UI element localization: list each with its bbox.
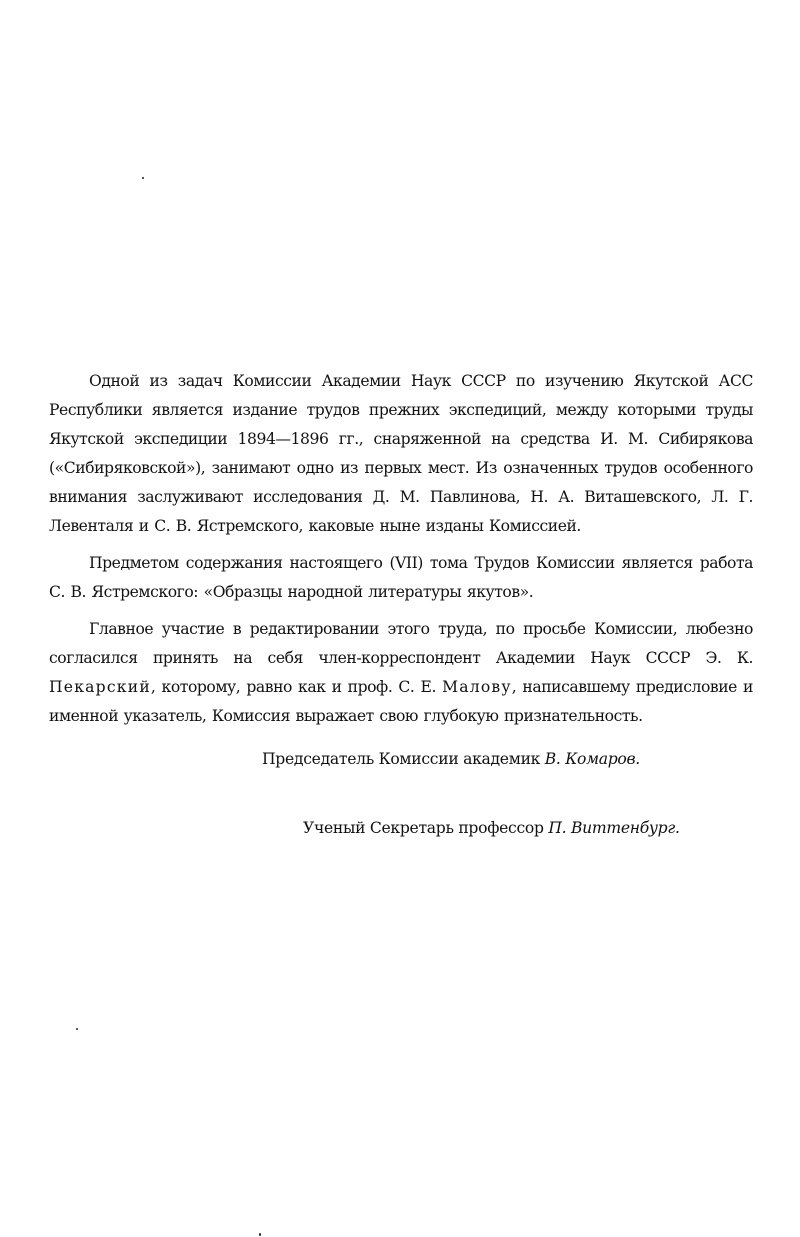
preface-paragraph-2: Предметом содержания настоящего (VII) тома Трудов Комиссии является работа С. В. Ястремского: «Образцы народной литературы якутов». <box>49 554 753 601</box>
paragraph-3-text-part-1: Главное участие в редактировании этого труда, по просьбе Комиссии, любезно согласился принять на себя член-корреспондент Академии Наук СССР Э. К. <box>49 620 753 667</box>
chairman-name: В. Комаров. <box>544 750 640 768</box>
paragraph-3-text-part-3: , написавшему предисловие и именной указатель, Комиссия выражает свою глубокую признательность. <box>49 678 754 725</box>
preface-paragraph-1: Одной из задач Комиссии Академии Наук СССР по изучению Якутской АСС Республики является издание трудов прежних экспедиций, между которыми труды Якутской экспедиции 1894—1896 гг., снаряженной на средства И. М. Сибирякова («Сибиряковской»), занимают одно из первых мест. Из означенных трудов особенного внимания заслуживают исследования Д. М. Павлинова, Н. А. Виташевского, Л. Г. Левенталя и С. В. Ястремского, каковые ныне изданы Комиссией. <box>49 372 753 535</box>
paragraph-3-text-part-2: , которому, равно как и проф. С. Е. <box>150 678 443 696</box>
chairman-signature <box>262 745 640 774</box>
scan-speck <box>76 1028 78 1030</box>
secretary-title: Ученый Секретарь профессор <box>303 819 549 837</box>
chairman-title: Председатель Комиссии академик <box>262 750 545 768</box>
secretary-name: П. Виттенбург. <box>548 819 680 837</box>
preface-body <box>49 367 753 739</box>
author-name-malov: Малову <box>442 678 512 696</box>
scan-speck <box>259 1233 261 1236</box>
editor-name-pekarsky: Пекарский <box>49 678 151 696</box>
scan-speck <box>142 177 144 179</box>
preface-paragraph-3 <box>49 615 753 731</box>
secretary-signature <box>303 814 680 843</box>
